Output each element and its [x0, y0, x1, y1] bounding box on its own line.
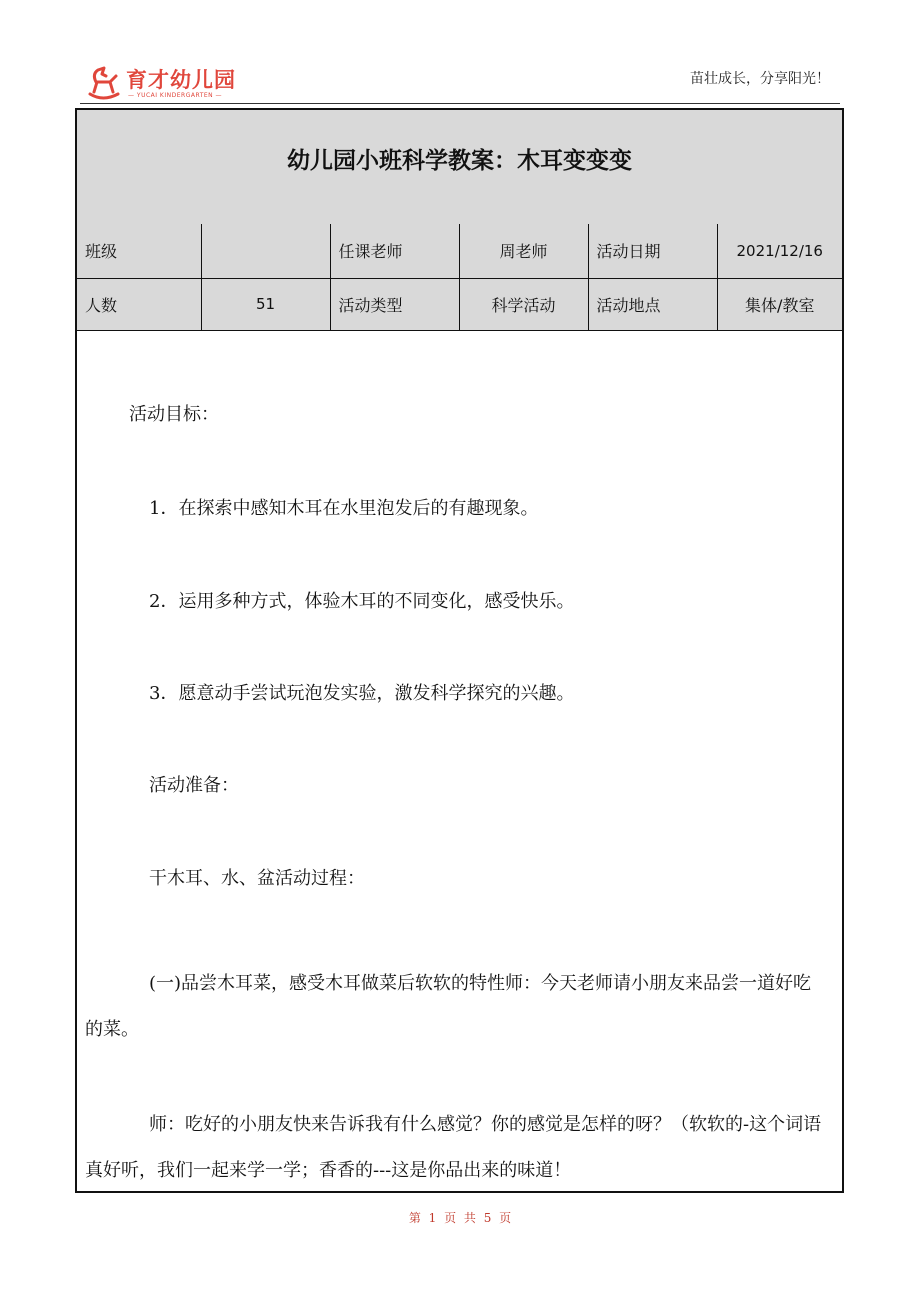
header-divider: [80, 103, 840, 104]
page-header: [80, 60, 840, 106]
section-heading-preparation: 活动准备：: [149, 775, 239, 796]
slogan: 苗壮成长，分享阳光！: [690, 71, 830, 87]
logo-subtitle: — YUCAI KINDERGARTEN —: [128, 92, 223, 99]
document-title: 幼儿园小班科学教案：木耳变变变: [287, 148, 632, 174]
class-value: [201, 224, 330, 278]
preparation-materials: 干木耳、水、盆活动过程：: [149, 868, 365, 889]
count-value: 51: [201, 278, 330, 330]
goal-item-1: 1．在探索中感知木耳在水里泡发后的有趣现象。: [149, 498, 539, 519]
type-label: 活动类型: [330, 278, 459, 330]
date-label: 活动日期: [588, 224, 717, 278]
date-value: 2021/12/16: [717, 224, 842, 278]
goal-item-2: 2．运用多种方式，体验木耳的不同变化，感受快乐。: [149, 591, 575, 612]
kindergarten-logo: [84, 64, 274, 104]
info-row-class: [77, 224, 842, 278]
lesson-body: [77, 332, 842, 1191]
process-teacher-dialogue: 师：吃好的小朋友快来告诉我有什么感觉？你的感觉是怎样的呀？（软软的-这个词语真好听，我们一起来学一学；香香的---这是你品出来的味道！: [85, 1114, 822, 1181]
page-number: 第 1 页 共 5 页: [408, 1211, 512, 1225]
location-value: 集体/教室: [717, 278, 842, 330]
info-table: [77, 224, 842, 331]
info-row-count: [77, 278, 842, 330]
lesson-plan-sheet: [75, 108, 844, 1193]
type-value: 科学活动: [459, 278, 588, 330]
location-label: 活动地点: [588, 278, 717, 330]
count-label: 人数: [77, 278, 201, 330]
title-band: [77, 110, 842, 225]
teacher-value: 周老师: [459, 224, 588, 278]
teacher-label: 任课老师: [330, 224, 459, 278]
rocking-horse-icon: [84, 64, 122, 102]
class-label: 班级: [77, 224, 201, 278]
logo-name: 育才幼儿园: [126, 68, 236, 92]
process-step-1: (一)品尝木耳菜，感受木耳做菜后软软的特性师：今天老师请小朋友来品尝一道好吃的菜。: [85, 973, 812, 1040]
goal-item-3: 3．愿意动手尝试玩泡发实验，激发科学探究的兴趣。: [149, 683, 575, 704]
section-heading-goals: 活动目标：: [129, 404, 219, 425]
